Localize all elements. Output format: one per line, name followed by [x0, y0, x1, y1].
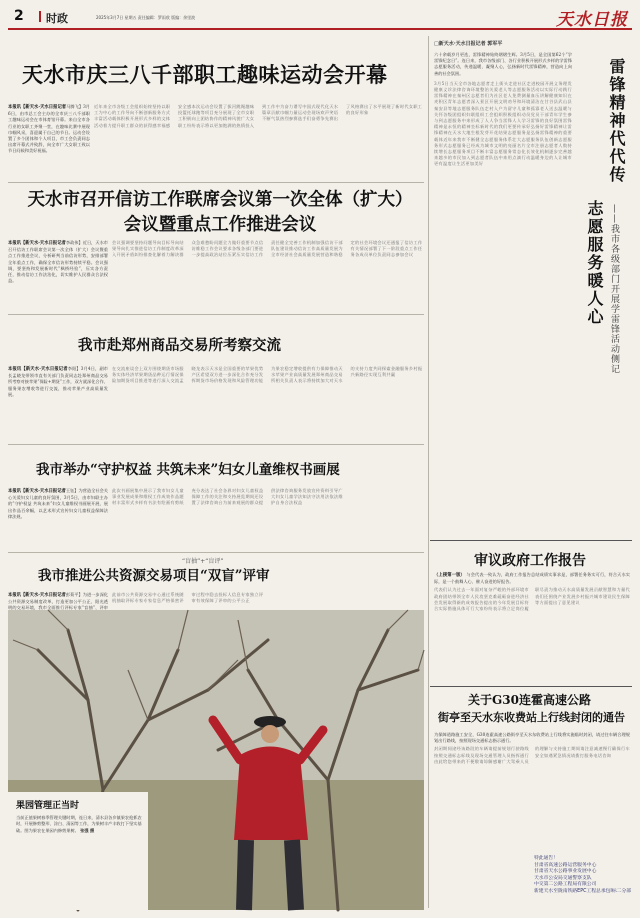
gov-report-title: 审议政府工作报告 [474, 553, 586, 569]
article-text: 李阳】3月4日，副市长孟晓龙带领市直有关部门负责同志赴郑州商品交易所考察对接苹果“保险+期货”工作，双方就深化合作、服务果农增收等进行交流，推动苹果产业高质量发展。 [8, 366, 108, 397]
article-text-columns: 会议强调要坚持问题导向目标导向结果导向扎实推进信访工作制度改革深入开展矛盾纠纷排查化解着力解决群众急难愁盼问题全力做好重要节点信访维稳工作会议要求各级各部门要进一步提高政治站位压紧压实信访工作责任健全完善工作机制加强信访干部队伍建设推动信访工作高质量发展为全市经济社会高质量发展营造和谐稳定的社会环境会议还通报了信访工作有关情况部署了下一阶段重点工作任务各成员单位负责同志参加会议 [112, 240, 423, 258]
caption-text [16, 815, 142, 834]
divider [430, 540, 632, 541]
caption-title: 果园管理正当时 [16, 801, 80, 811]
right-column [430, 40, 632, 910]
page-number: 2 [14, 8, 24, 24]
article-text-columns: 3月5日当天全市各地志愿者走上街头走进社区走进校园开展义务理发健康义诊法律咨询环境整治关爱老人等志愿服务活动以实际行动践行雷锋精神在秦州区志愿者们为社区老人免费测量血压讲解健康知识在麦积区青年志愿者深入景区开展文明劝导和环境清洁在甘谷县武山县秦安县等地志愿服务队伍走村入户为留守儿童和孤寡老人送去温暖与关怀各级团组织妇联组织工会组织积极组织动员党员干部青年学生参与到志愿服务中来形成了人人争当雷锋人人学习雷锋的良好氛围雷锋精神是永恒的精神坐标新时代的我们更要传承好弘扬好雷锋精神让雷锋精神在天水大地生根发芽开花结果志愿服务是弘扬雷锋精神的重要载体近年来我市不断健全志愿服务体系壮大志愿服务队伍创新志愿服务形式志愿服务已经成为城市文明的亮丽名片全市注册志愿者人数持续增长志愿服务项目不断丰富志愿服务常态化长效化机制逐步完善越来越多的市民加入到志愿者队伍中来用点滴行动温暖身边的人让城市更有温度让生活更加美好 [434, 80, 572, 167]
column-divider [428, 36, 429, 908]
continued-label: （上接第一版） [434, 573, 465, 578]
article-text: 李政伟】近日，天水市召开信访工作联席会议第一次全体（扩大）会议暨重点工作推进会议，分析研判当前信访形势，安排部署全年重点工作，确保全市信访形势持续平稳。会议强调，要坚持和发展新时代“枫桥经验”，压实各方责任，推动信访工作法治化，切实维护人民群众合法权益。 [8, 240, 108, 284]
article-sports-meet-body [8, 104, 90, 176]
headline-calligraphy-exhibition: 我市举办“守护权益 共筑未来”妇女儿童维权书画展 [36, 462, 340, 478]
byline: 本报讯【新天水·天水日报记者 [8, 105, 67, 110]
notice-line: 甘肃省天水公路事业发展中心 [534, 869, 597, 875]
gov-report-body [434, 572, 630, 682]
notice-signatories [534, 856, 632, 896]
article-text-columns: 近年来全市各级工会组织始终坚持以职工为中心的工作导向不断创新服务方式丰富活动载体积极开展形式多样的文体活动着力提升职工群众的获得感幸福感安全感本次运动会设置了拔河跳绳趣味投篮托球跑等项目充分展现了全市女职工积极向上团结协作的精神风貌广大女职工纷纷表示将以更加饱满的热情投入到工作中为奋力谱写中国式现代化天水篇章贡献巾帼力量运动会现场欢声笑语不断气氛热烈参赛选手们奋勇争先赛出了风格赛出了水平展现了新时代女职工的良好形象 [94, 104, 423, 128]
divider [8, 552, 424, 553]
headline-zhengzhou-visit: 我市赴郑州商品交易所考察交流 [78, 337, 281, 354]
vertical-subtitle: ——我市各级部门开展学雷锋活动侧记 [609, 204, 619, 374]
article-text-columns: 代表们认为过去一年面对复杂严峻的外部环境市政府团结带领全市人民攻坚克难砥砺奋进经济社会发展取得新的成效报告提出的今年发展目标符合实际措施具体可行大家纷纷表示将立足岗位履职尽责为推动天水高质量发展贡献智慧和力量代表们还围绕产业发展乡村振兴城市建设民生保障等方面提出了意见建议 [434, 587, 630, 612]
masthead [8, 4, 632, 30]
notice-body [434, 732, 630, 854]
volunteer-article-body [434, 52, 572, 534]
article-text-columns: 此前市公共资源交易中心通过系统随机抽取评标专家专家信息严格保密评审过程中隐去投标人信息专家独立评审有效保障了评审的公平公正 [112, 592, 264, 604]
article-text: 王钰】为营造全社会关心关爱妇女儿童的良好氛围，3月5日，由市妇联主办的“守护权益 共筑未来”妇女儿童维权书画展开展，展出作品百余幅，以艺术形式宣传妇女儿童权益保障法律法规。 [8, 488, 108, 519]
article-text-columns: 封闭期间途经该路段的车辆请提前规划行驶路线按照交通标志标线及现场交通管理人员指挥通行由此给您带来的不便敬请谅解感谢广大驾乘人员的理解与支持施工期间请注意减速慢行确保行车安全如遇紧急情况请拨打服务电话咨询 [434, 746, 630, 764]
byline: 本报讯【新天水·天水日报记者 [8, 241, 66, 246]
article-text: 六十余载岁月更迭，雷锋精神始终熠熠生辉。3月5日，是全国第62个“学雷锋纪念日”。连日来，我市各级部门、各行业积极开展形式多样的学雷锋志愿服务活动，传递温暖、凝聚人心，弘扬新时代雷锋精神，营造向上向善的社会氛围。 [434, 52, 572, 76]
divider [8, 314, 424, 315]
divider [430, 686, 632, 687]
notice-line: 新建天水至陇南铁路EPC工程总承包Ⅰ标二分部 [534, 888, 632, 894]
article-review-body [8, 592, 108, 611]
article-text-columns: 此次书画展集中展示了我市妇女儿童事业发展成果和维权工作成效作品题材丰富形式多样有书法有绘画有剪纸充分表达了社会各界对妇女儿童权益保障工作的关注和支持展览期间还设置了法律咨询台为前来观展的群众提供法律咨询服务发放宣传资料引导广大妇女儿童学法知法守法用法依法维护自身合法权益 [112, 488, 343, 506]
article-text-columns: 在交流座谈会上双方围绕期货市场服务实体经济苹果期货品种运行情况保险加期货项目推进等进行深入交流孟晓龙表示天水是全国重要的苹果优势产区希望双方进一步深化合作充分发挥期货市场价格发现和风险管理功能为果农稳定增收提供有力保障推动天水苹果产业高质量发展郑州商品交易所相关负责人表示将持续加大对天水的支持力度共同探索金融服务乡村振兴新路径实现互利共赢 [112, 366, 423, 384]
article-text: 为保障道路施工安全，G30连霍高速公路街亭至天水东收费站上行线将实施临时封闭，请过往车辆合理规划出行路线，按照现场交通标志指示通行。 [434, 732, 630, 744]
article-petition-body [8, 240, 108, 308]
notice-line: 中交第二公路工程局有限公司 [534, 882, 597, 888]
headline-sports-meet: 天水市庆三八千部职工趣味运动会开幕 [22, 62, 388, 87]
issue-meta: 2025年3月7日 星期五 责任编辑：罗雨欣 版编：余里波 [96, 15, 196, 20]
notice-title-line-1: 关于G30连霍高速公路 [468, 693, 591, 707]
headline-petition-meeting: 天水市召开信访工作联席会议第一次全体（扩大）会议暨重点工作推进会议 [27, 190, 413, 235]
byline: 本报讯【新天水·天水日报记者 [8, 489, 66, 494]
divider [8, 444, 424, 445]
kicker: “盲抽”+“盲评” [182, 558, 224, 565]
byline: 本报讯【新天水·天水日报记者 [8, 593, 66, 598]
notice-line: 天水市公安局交通警察支队 [534, 875, 592, 881]
article-text: 马腾飞】3月6日，由市总工会主办的全市庆三八千部职工趣味运动会在市体育馆开幕。来自全市各行业的女职工齐聚一堂，在趣味比赛中展现巾帼风采，喜迎属于自己的节日。运动会设置了多个团体和个人项目，市工会负责同志出席开幕式并致辞，向全市广大女职工致以节日问候和美好祝福。 [8, 104, 90, 154]
reporter-tagline: □新天水·天水日报记者 郭军平 [434, 41, 503, 47]
notice-line: 甘肃省高速公路运营服务中心 [534, 862, 597, 868]
article-zhengzhou-body [8, 366, 108, 438]
divider [8, 182, 424, 183]
notice-title-line-2: 街亭至天水东收费站上行线封闭的通告 [438, 711, 625, 724]
notice-line: 特此通告！ [534, 856, 558, 861]
caption-author: 张强 摄 [80, 827, 95, 833]
section-name: 时政 [46, 12, 68, 25]
headline-double-blind-review: 我市推进公共资源交易项目“双盲”评审 [38, 568, 270, 584]
vertical-title-1: 雷锋精神代代传 [607, 58, 626, 184]
byline: 本报讯【新天水·天水日报记者 [8, 367, 68, 372]
article-exhibition-body [8, 488, 108, 548]
photo-caption [8, 792, 148, 910]
article-text: 与会代表一致认为，政府工作报告总结成绩实事求是，部署任务务实可行，符合天水实际，是一个鼓舞人心、催人奋进的好报告。 [434, 572, 630, 585]
caption-body: 当前正值果树春季管理关键时期，连日来，清水县各乡镇果农抢抓农时，开展修剪整形、涂白、清园等工作，为果树丰产丰收打下坚实基础。图为果农在果园内修剪果树。 [16, 815, 142, 833]
newspaper-logo: 天水日报 [556, 10, 628, 30]
vertical-title-2: 志愿服务暖人心 [585, 200, 604, 326]
article-text: 彭菊平】为进一步深化公共资源交易制度改革，打造更加公平公正、阳光透明的交易环境，我市全面推行评标专家“盲抽”、评审 [8, 592, 108, 611]
